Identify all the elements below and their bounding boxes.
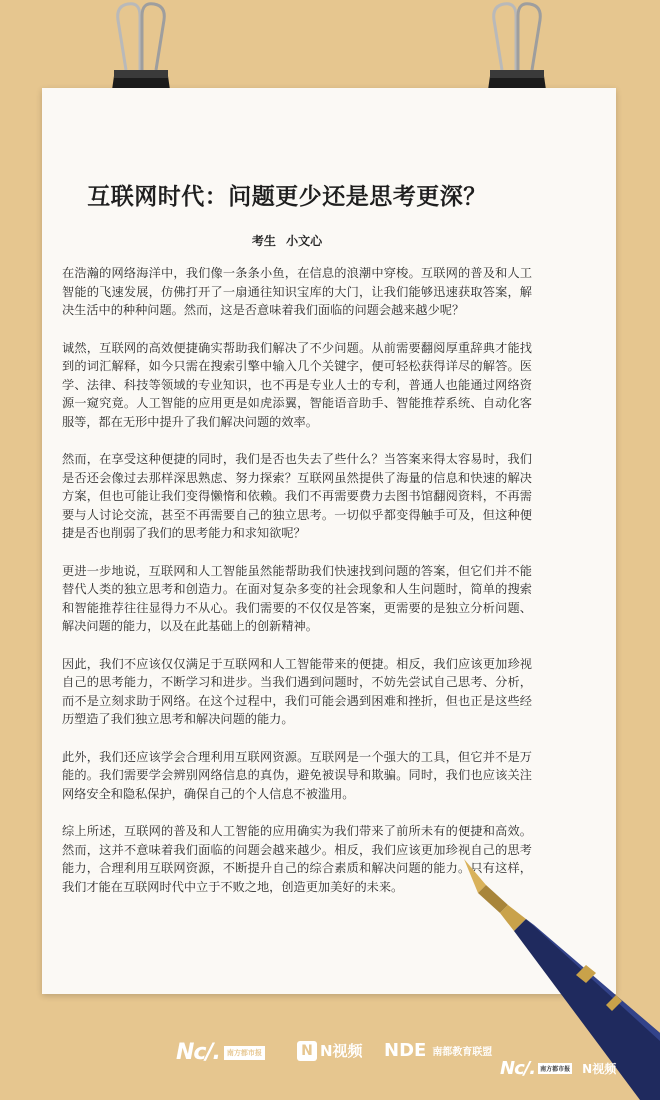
- watermark: [500, 1058, 616, 1079]
- essay-title: 互联网时代：问题更少还是思考更深？: [87, 184, 487, 210]
- watermark-sub: 南方都市报: [538, 1063, 572, 1074]
- essay-paragraph-2: 诚然，互联网的高效便捷确实帮助我们解决了不少问题。从前需要翻阅厚重辞典才能找到的词汇解释，如今只需在搜索引擎中输入几个关键字，便可轻松获得详尽的解答。医学、法律、科技等领域的专业知识，也不再是专业人士的专利，普通人也能通过网络资源一窥究竟。人工智能的应用更是如虎添翼，智能语音助手、智能推荐系统、自动化客服等，都在无形中提升了我们解决问题的效率。: [62, 340, 532, 429]
- author-role: 考生: [251, 234, 276, 248]
- author-line: [0, 232, 574, 249]
- nandu-logo: [176, 1040, 265, 1065]
- essay-paragraph-1: 在浩瀚的网络海洋中，我们像一条条小鱼，在信息的浪潮中穿梭。互联网的普及和人工智能的飞速发展，仿佛打开了一扇通往知识宝库的大门，让我们能够迅速获取答案，解决生活中的种种问题。然而，这是否意味着我们面临的问题会越来越少呢？: [62, 266, 532, 317]
- essay-paragraph-5: 因此，我们不应该仅仅满足于互联网和人工智能带来的便捷。相反，我们应该更加珍视自己的思考能力，不断学习和进步。当我们遇到问题时，不妨先尝试自己思考、分析，而不是立刻求助于网络。在这个过程中，我们可能会遇到困难和挫折，但也正是这些经历塑造了我们独立思考和解决问题的能力。: [62, 656, 532, 726]
- essay-paragraph-4: 更进一步地说，互联网和人工智能虽然能帮助我们快速找到问题的答案，但它们并不能替代人类的独立思考和创造力。在面对复杂多变的社会现象和人生问题时，简单的搜索和智能推荐往往显得力不从心。我们需要的不仅仅是答案，更需要的是独立分析问题、解决问题的能力，以及在此基础上的创新精神。: [62, 563, 532, 633]
- nandu-logo-mark: Nс/.: [176, 1040, 220, 1065]
- essay-body: [62, 264, 532, 915]
- watermark-nd: Nс/.: [500, 1058, 536, 1079]
- essay-paragraph-6: 此外，我们还应该学会合理利用互联网资源。互联网是一个强大的工具，但它并不是万能的。我们需要学会辨别网络信息的真伪，避免被误导和欺骗。同时，我们也应该关注网络安全和隐私保护，确保自己的个人信息不被滥用。: [62, 749, 532, 801]
- nde-logo-mark: NDE: [384, 1040, 427, 1061]
- author-name: 小文心: [286, 234, 323, 248]
- nde-logo: [384, 1040, 492, 1061]
- n-video-text: N视频: [320, 1042, 363, 1060]
- essay-paragraph-3: 然而，在享受这种便捷的同时，我们是否也失去了些什么？当答案来得太容易时，我们是否还会像过去那样深思熟虑、努力探索？互联网虽然提供了海量的信息和快速的解决方案，但也可能让我们变得懒惰和依赖。我们不再需要费力去图书馆翻阅资料，不再需要与人讨论交流，甚至不再需要自己的独立思考。一切似乎都变得触手可及，但这种便捷是否也削弱了我们的思考能力和求知欲呢？: [62, 452, 532, 540]
- watermark-nvideo: N视频: [582, 1062, 617, 1076]
- n-video-logo: [297, 1040, 363, 1061]
- essay-paragraph-7: 综上所述，互联网的普及和人工智能的应用确实为我们带来了前所未有的便捷和高效。然而，这并不意味着我们面临的问题会越来越少。相反，我们应该更加珍视自己的思考能力，合理利用互联网资源，不断提升自己的综合素质和解决问题的能力。只有这样，我们才能在互联网时代中立于不败之地，创造更加美好的未来。: [62, 824, 532, 894]
- n-video-mark-icon: N: [297, 1041, 317, 1061]
- nde-logo-text: 南都教育联盟: [432, 1047, 493, 1058]
- nandu-logo-text: 南方都市报: [224, 1046, 265, 1060]
